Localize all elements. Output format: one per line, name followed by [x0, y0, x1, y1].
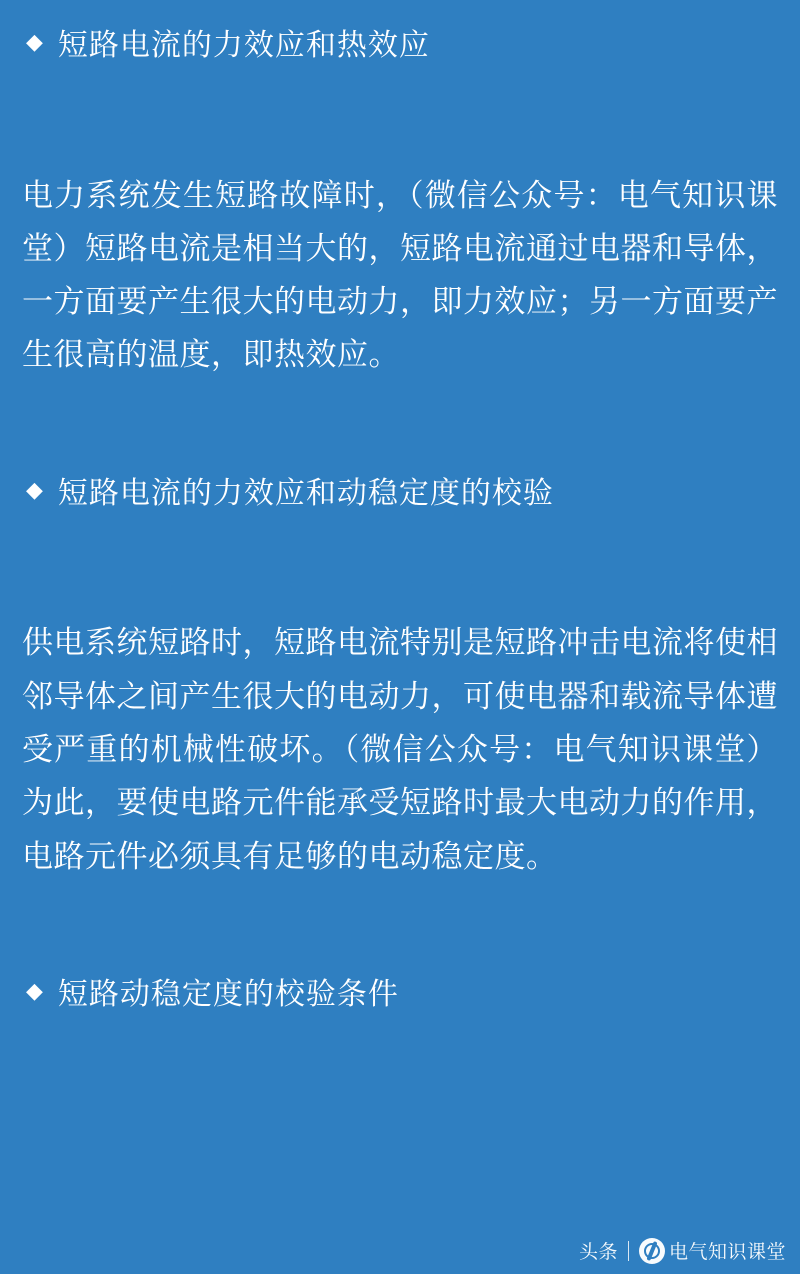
- watermark: [579, 1237, 786, 1264]
- section-3-heading-text: 短路动稳定度的校验条件: [57, 976, 399, 1012]
- watermark-divider: [628, 1241, 629, 1261]
- section-1: [22, 26, 778, 67]
- section-1-heading: [22, 26, 778, 67]
- watermark-source: 头条: [578, 1241, 618, 1263]
- bullet-icon: ◆: [26, 978, 44, 1004]
- spacer: [22, 414, 778, 474]
- section-2-heading: [22, 474, 778, 515]
- bullet-icon: ◆: [26, 30, 44, 55]
- section-3: [22, 975, 778, 1016]
- spacer: [22, 67, 778, 139]
- spacer: [22, 915, 778, 975]
- section-2-heading-text: 短路电流的力效应和动稳定度的校验: [57, 475, 554, 511]
- section-1-paragraph: 电力系统发生短路故障时，（微信公众号：电气知识课堂）短路电流是相当大的，短路电流通过电器和导体，一方面要产生很大的电动力，即力效应；另一方面要产生很高的温度，即热效应。: [22, 177, 778, 374]
- spacer: [22, 514, 778, 586]
- bullet-icon: ◆: [26, 477, 44, 503]
- section-3-heading: [22, 975, 778, 1016]
- watermark-brand: [639, 1237, 786, 1264]
- section-2: [22, 474, 778, 515]
- watermark-account: 电气知识课堂: [668, 1241, 786, 1263]
- section-1-heading-text: 短路电流的力效应和热效应: [57, 28, 430, 63]
- wechat-logo-icon: [639, 1238, 665, 1264]
- section-2-paragraph: 供电系统短路时，短路电流特别是短路冲击电流将使相邻导体之间产生很大的电动力，可使电器和载流导体遭受严重的机械性破坏。（微信公众号：电气知识课堂）为此，要使电路元件能承受短路时最大电动力的作用，电路元件必须具有足够的电动稳定度。: [22, 625, 778, 875]
